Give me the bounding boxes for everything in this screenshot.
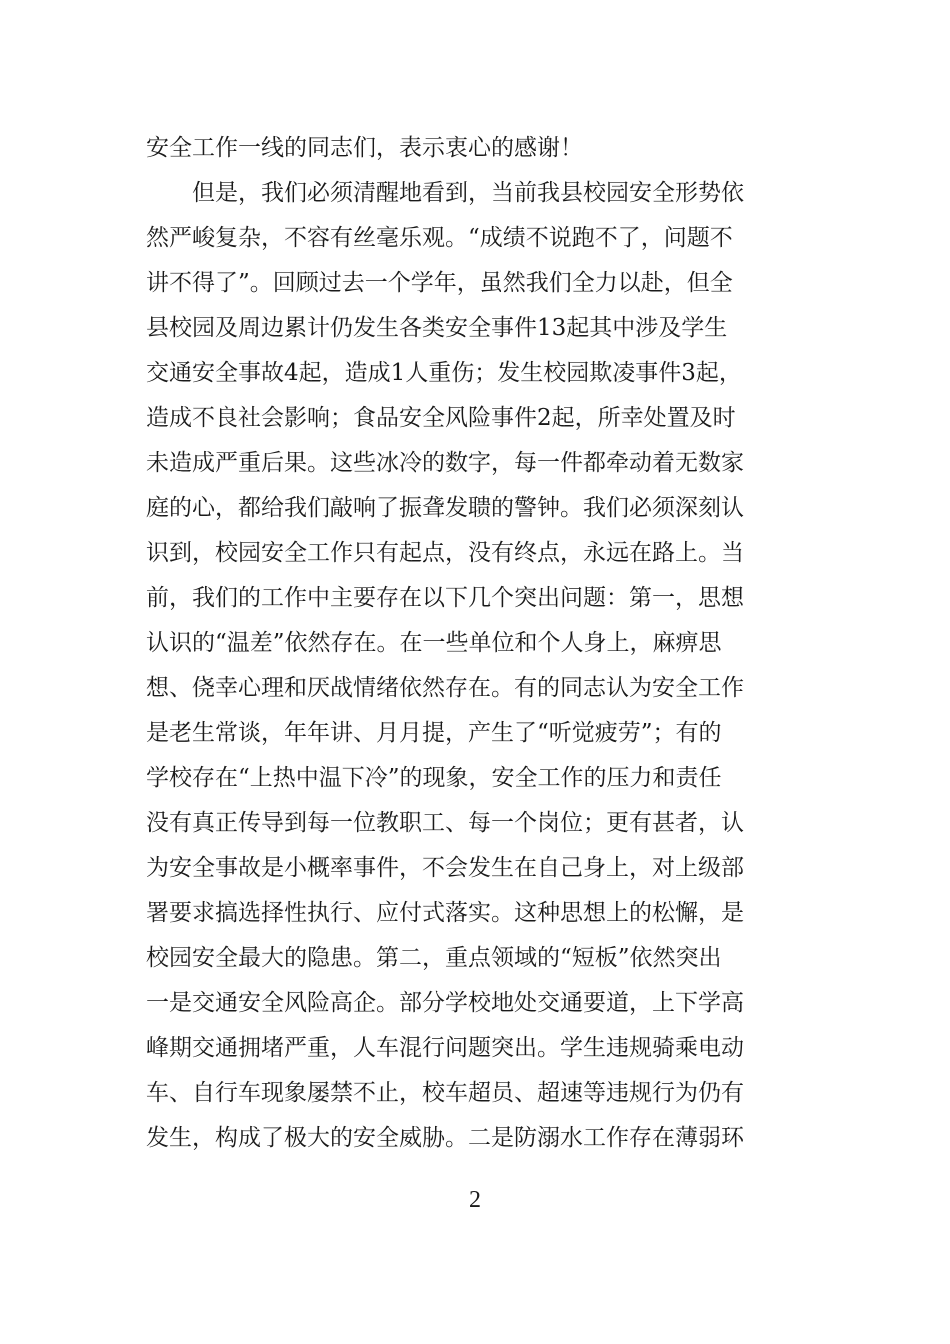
text-line: 未造成严重后果。这些冰冷的数字，每一件都牵动着无数家	[146, 450, 744, 476]
page-number: 2	[469, 1187, 481, 1213]
text-line: 识到，校园安全工作只有起点，没有终点，永远在路上。当	[146, 540, 744, 566]
text-line: 想、侥幸心理和厌战情绪依然存在。有的同志认为安全工作	[146, 675, 744, 701]
text-line: 讲不得了”。回顾过去一个学年，虽然我们全力以赴，但全	[146, 270, 733, 296]
text-line: 峰期交通拥堵严重，人车混行问题突出。学生违规骑乘电动	[146, 1035, 744, 1061]
text-line: 但是，我们必须清醒地看到，当前我县校园安全形势依	[146, 180, 744, 206]
text-line: 然严峻复杂，不容有丝毫乐观。“成绩不说跑不了，问题不	[146, 225, 733, 251]
text-line: 发生，构成了极大的安全威胁。二是防溺水工作存在薄弱环	[146, 1125, 744, 1151]
text-line: 交通安全事故4起，造成1人重伤；发生校园欺凌事件3起，	[146, 360, 742, 386]
text-line: 学校存在“上热中温下冷”的现象，安全工作的压力和责任	[146, 765, 722, 791]
text-line: 是老生常谈，年年讲、月月提，产生了“听觉疲劳”；有的	[146, 720, 722, 746]
body-text	[146, 126, 810, 1161]
text-line: 署要求搞选择性执行、应付式落实。这种思想上的松懈，是	[146, 900, 744, 926]
text-line: 为安全事故是小概率事件，不会发生在自己身上，对上级部	[146, 855, 744, 881]
text-line: 认识的“温差”依然存在。在一些单位和个人身上，麻痹思	[146, 630, 722, 656]
text-line: 没有真正传导到每一位教职工、每一个岗位；更有甚者，认	[146, 810, 744, 836]
text-line: 造成不良社会影响；食品安全风险事件2起，所幸处置及时	[146, 405, 736, 431]
text-line: 前，我们的工作中主要存在以下几个突出问题：第一，思想	[146, 585, 744, 611]
text-line: 县校园及周边累计仍发生各类安全事件13起其中涉及学生	[146, 315, 728, 341]
text-line: 车、自行车现象屡禁不止，校车超员、超速等违规行为仍有	[146, 1080, 744, 1106]
text-line: 安全工作一线的同志们，表示衷心的感谢！	[146, 135, 583, 161]
text-line: 一是交通安全风险高企。部分学校地处交通要道，上下学高	[146, 990, 744, 1016]
text-line: 校园安全最大的隐患。第二，重点领域的“短板”依然突出	[146, 945, 722, 971]
text-line: 庭的心，都给我们敲响了振聋发聩的警钟。我们必须深刻认	[146, 495, 744, 521]
